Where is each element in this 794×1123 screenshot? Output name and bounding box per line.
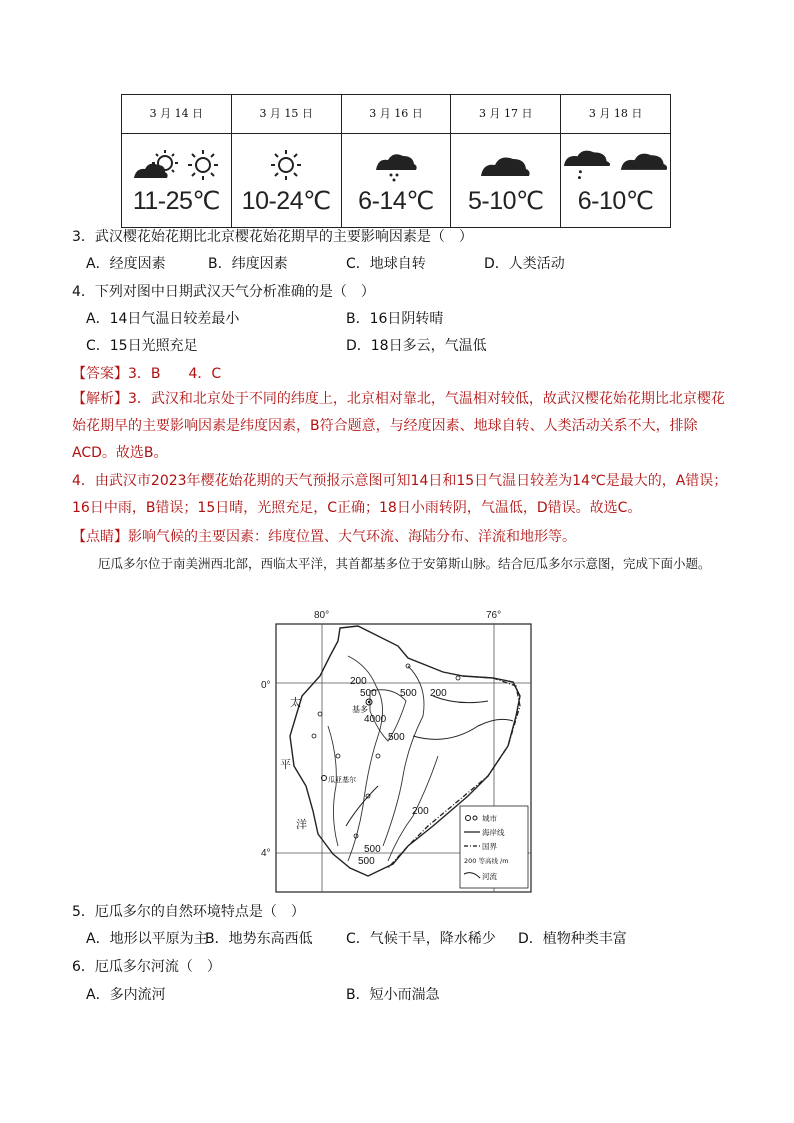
- city-icon: [312, 734, 316, 738]
- q3-option-b: B．纬度因素: [208, 256, 288, 272]
- weather-cell: [231, 134, 341, 228]
- ocean-label: 平: [280, 758, 291, 771]
- lat-label: 0°: [261, 680, 271, 691]
- tip-text: 影响气候的主要因素：纬度位置、大气环流、海陆分布、洋流和地形等。: [128, 529, 576, 545]
- contour-label: 500: [400, 688, 417, 699]
- city-icon: [318, 712, 322, 716]
- contour-label: 200: [430, 688, 447, 699]
- legend-border: 国界: [482, 842, 497, 851]
- contour-label: 200: [412, 806, 429, 817]
- cloud-icon: [618, 148, 670, 182]
- q3-option-c: C．地球自转: [346, 256, 426, 272]
- temperature-range: 6-14℃: [358, 187, 434, 215]
- light-rain-icon: [561, 146, 613, 182]
- analysis-paragraph-2: 4．由武汉市2023年樱花始花期的天气预报示意图可知14日和15日气温日较差为14℃是最大的，A错误；16日中雨，B错误；15日晴，光照充足，C正确；18日小雨转阴，气温低，D错误。故选C。: [72, 473, 728, 516]
- weather-table: [121, 94, 671, 228]
- contour-label: 500: [388, 732, 405, 743]
- q6-option-b: B．短小而湍急: [346, 987, 440, 1003]
- legend-contour: 200 等高线 /m: [464, 857, 509, 865]
- city-icon: [336, 754, 340, 758]
- q5-option-c: C．气候干旱，降水稀少: [346, 931, 496, 947]
- analysis-tag: 【解析】: [72, 391, 128, 407]
- date-cell: 3 月 16 日: [341, 95, 451, 134]
- capital-city-icon: [368, 701, 370, 703]
- q4-option-a: A．14日气温日较差最小: [86, 311, 240, 327]
- temperature-range: 5-10℃: [467, 187, 544, 215]
- legend-city: 城市: [482, 814, 497, 823]
- contour-label: 200: [350, 676, 367, 687]
- q4-option-c: C．15日光照充足: [86, 338, 198, 354]
- city-label: 瓜亚基尔: [328, 776, 356, 784]
- date-cell: 3 月 17 日: [451, 95, 561, 134]
- question-6-stem: 6．厄瓜多尔河流（ ）: [72, 959, 221, 975]
- q4-option-b: B．16日阴转晴: [346, 311, 444, 327]
- q6-option-a: A．多内流河: [86, 987, 166, 1003]
- analysis-text-1: 3．武汉和北京处于不同的纬度上，北京相对靠北，气温相对较低，故武汉樱花始花期比北京樱花始花期早的主要影响因素是纬度因素，B符合题意，与经度因素、地球自转、人类活动关系不大，排除ACD。故选B。: [72, 391, 725, 461]
- contour-label: 500: [364, 844, 381, 855]
- tip-tag: 【点睛】: [72, 529, 128, 545]
- q3-option-d: D．人类活动: [484, 256, 565, 272]
- river: [413, 719, 513, 739]
- ecuador-intro: 厄瓜多尔位于南美洲西北部，西临太平洋，其首都基多位于安第斯山脉。结合厄瓜多尔示意图，完成下面小题。: [98, 556, 711, 571]
- q5-option-d: D．植物种类丰富: [518, 931, 627, 947]
- sun-icon: [186, 148, 220, 182]
- temperature-range: 10-24℃: [241, 187, 331, 215]
- weather-cell: [122, 134, 232, 228]
- ocean-label: 太: [290, 696, 301, 709]
- lon-label: 80°: [314, 610, 330, 621]
- weather-cell: [451, 134, 561, 228]
- question-5-stem: 5．厄瓜多尔的自然环境特点是（ ）: [72, 904, 305, 920]
- date-cell: 3 月 14 日: [122, 95, 232, 134]
- temperature-range: 11-25℃: [132, 187, 220, 215]
- partly-cloudy-icon: [132, 148, 182, 182]
- contour-label: 500: [358, 856, 375, 867]
- weather-cell: [341, 134, 451, 228]
- contour-line: [328, 726, 338, 846]
- analysis-paragraph-1: [72, 386, 732, 467]
- temperature-range: 6-10℃: [577, 187, 654, 215]
- contour-label: 500: [360, 688, 377, 699]
- legend-coastline: 海岸线: [482, 828, 505, 837]
- lon-label: 76°: [486, 610, 502, 621]
- city-label: 基多: [352, 705, 368, 714]
- river: [346, 786, 378, 826]
- tip-line: [72, 527, 576, 547]
- legend-river: 河流: [482, 872, 497, 881]
- answer-line: [72, 364, 221, 384]
- q3-option-a: A．经度因素: [86, 256, 166, 272]
- sun-icon: [269, 148, 303, 182]
- q5-option-b: B．地势东高西低: [205, 931, 313, 947]
- q4-option-d: D．18日多云，气温低: [346, 338, 487, 354]
- lat-label: 4°: [261, 848, 271, 859]
- weather-cell: [561, 134, 671, 228]
- question-4-stem: 4．下列对图中日期武汉天气分析准确的是（ ）: [72, 284, 375, 300]
- answer-text: 3．B 4．C: [128, 366, 222, 382]
- contour-label: 4000: [364, 714, 387, 725]
- cloud-icon: [478, 148, 534, 182]
- city-icon: [456, 676, 460, 680]
- city-icon: [376, 754, 380, 758]
- light-rain-icon: [373, 148, 419, 182]
- ecuador-map: [258, 606, 548, 896]
- question-3-stem: 3．武汉樱花始花期比北京樱花始花期早的主要影响因素是（ ）: [72, 229, 473, 245]
- q5-option-a: A．地形以平原为主: [86, 931, 208, 947]
- answer-tag: 【答案】: [72, 366, 128, 382]
- ocean-label: 洋: [296, 818, 307, 831]
- date-cell: 3 月 15 日: [231, 95, 341, 134]
- date-cell: 3 月 18 日: [561, 95, 671, 134]
